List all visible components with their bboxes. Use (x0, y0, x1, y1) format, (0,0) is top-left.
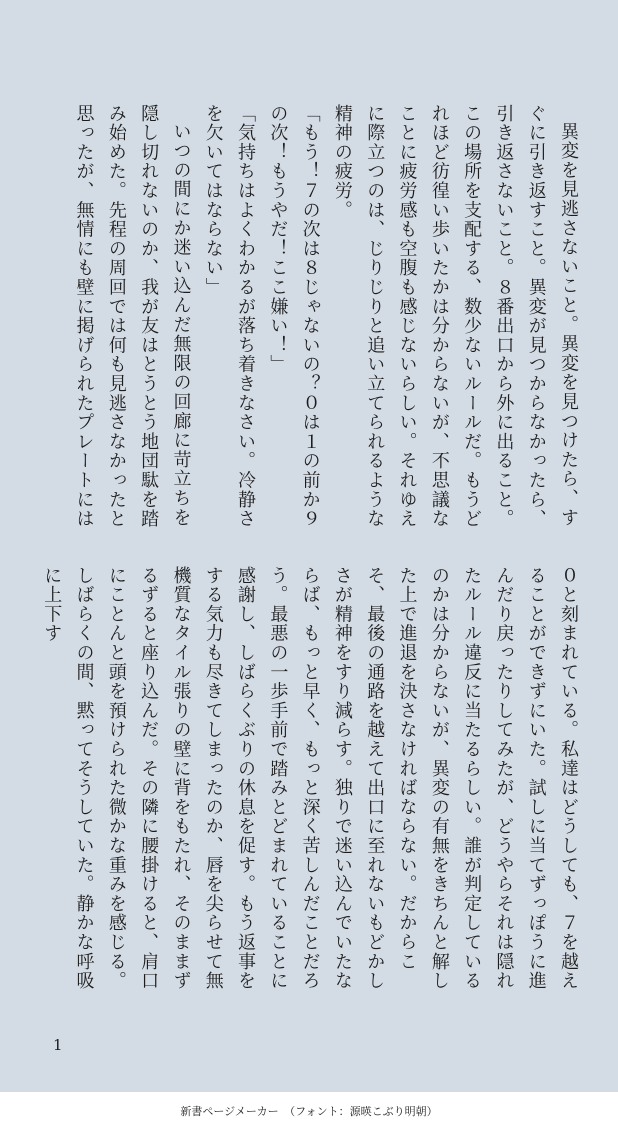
paragraph: 「もう！７の次は８じゃないの？０は１の前か９の次！もうやだ！ここ嫌い！」 (267, 104, 321, 529)
paragraph: ０と刻まれている。私達はどうしても、７を越えることができずにいた。試しに当てずっぽうに進んだり戻ったりしてみたが、どうやらそれは隠れたルール違反に当たるらしい。誰が判定しているのかは分からないが、異変の有無をきちんと解した上で進退を決さなければならない。だからこそ、最後の通路を越えて出口に至れないもどかしさが精神をすり減らす。独りで迷い込んでいたならば、もっと早く、もっと深く苦しんだことだろう。最悪の一歩手前で踏みとどまれていることに感謝し、しばらくぶりの休息を促す。もう返事をする気力も尽きてしまったのか、唇を尖らせて無機質なタイル張りの壁に背をもたれ、そのままずるずると座り込んだ。その隣に腰掛けると、肩口にことんと頭を預けられた微かな重みを感じる。しばらくの間、黙ってそうしていた。静かな呼吸に上下す (41, 566, 579, 991)
paragraph: 「気持ちはよくわかるが落ち着きなさい。冷静さを欠いてはならない」 (202, 104, 257, 529)
footer-credit: 新書ページメーカー （フォント：源暎こぶり明朝） (180, 1105, 438, 1118)
paragraph: 異変を見逃さないこと。異変を見つけたら、すぐに引き返すこと。異変が見つからなかったら、引き返さないこと。８番出口から外に出ること。この場所を支配する、数少ないルールだ。もうどれほど彷徨い歩いたかは分からないが、不思議なことに疲労感も空腹も感じないらしい。それゆえに際立つのは、じりじりと追い立てられるような精神の疲労。 (331, 104, 579, 529)
text-block-lower (41, 566, 584, 991)
page-number: 1 (53, 1036, 63, 1054)
paragraph: いつの間にか迷い込んだ無限の回廊に苛立ちを隠し切れないのか、我が友はとうとう地団駄を踏み始めた。先程の周回では何も見逃さなかったと思ったが、無情にも壁に掲げられたプレートには (73, 104, 192, 529)
text-block-upper (54, 104, 584, 529)
